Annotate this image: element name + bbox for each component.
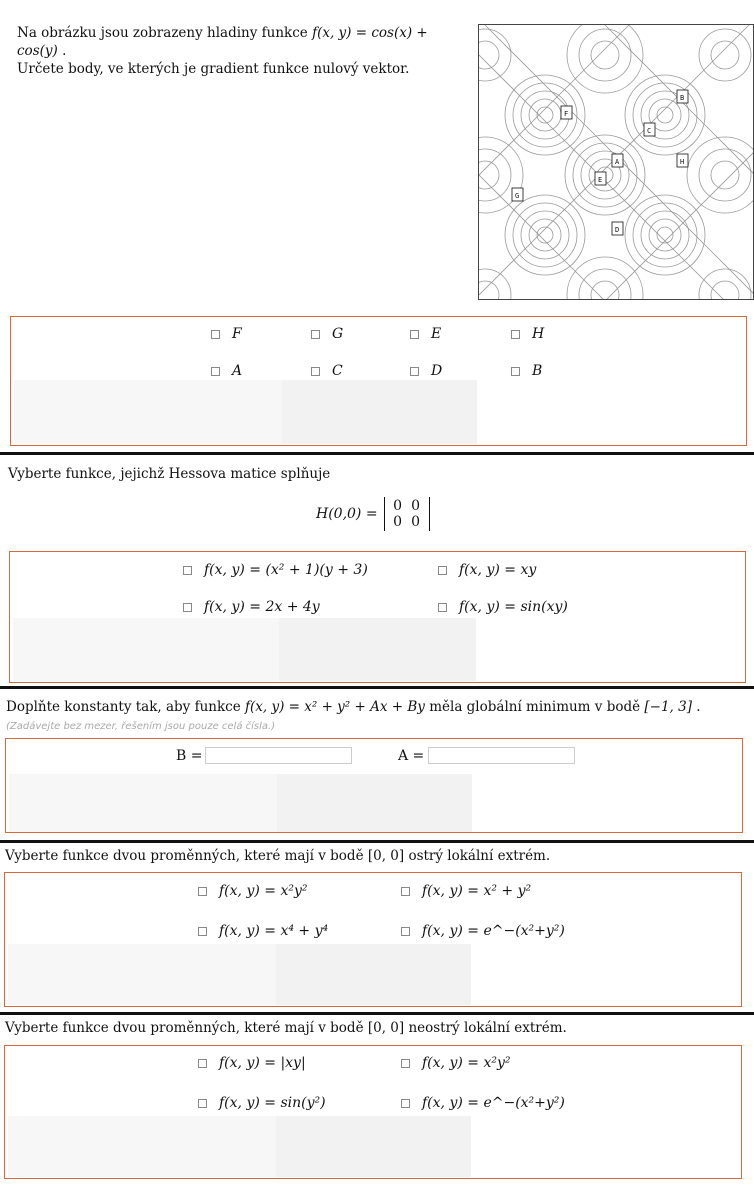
question-2-answers: [9, 551, 746, 683]
field-b-label: B =: [176, 748, 203, 764]
option-strict-1[interactable]: f(x, y) = x²y²: [198, 883, 307, 899]
checkbox[interactable]: [183, 603, 192, 612]
divider: [0, 686, 754, 689]
checkbox[interactable]: [401, 927, 410, 936]
matrix: 0 0 0 0: [384, 497, 430, 531]
option-e[interactable]: E: [410, 326, 441, 342]
checkbox[interactable]: [198, 887, 207, 896]
field-a-label: A =: [398, 748, 425, 764]
checkbox[interactable]: [183, 566, 192, 575]
figure-label-a: [612, 154, 623, 167]
question-3-text: Doplňte konstanty tak, aby funkce f(x, y) = x² + y² + Ax + By měla globální minimum v bodě [−1, 3] . (Zadávejte bez mezer, řešením jsou pouze celá čísla.): [6, 699, 701, 732]
divider: [0, 452, 754, 455]
checkbox[interactable]: [410, 330, 419, 339]
question-1-text: Na obrázku jsou zobrazeny hladiny funkce f(x, y) = cos(x) + cos(y) . Určete body, ve kterých je gradient funkce nulový vektor.: [17, 25, 428, 77]
checkbox[interactable]: [198, 1059, 207, 1068]
option-nonstrict-3[interactable]: f(x, y) = sin(y²): [198, 1095, 326, 1111]
option-nonstrict-1[interactable]: f(x, y) = |xy|: [198, 1055, 306, 1071]
figure-label-b: [677, 90, 688, 103]
function-formula: f(x, y) = cos(x) + cos(y): [17, 25, 428, 59]
checkbox[interactable]: [311, 367, 320, 376]
option-hessian-1[interactable]: f(x, y) = (x² + 1)(y + 3): [183, 562, 368, 578]
checkbox[interactable]: [438, 603, 447, 612]
svg-text:A: A: [615, 158, 620, 166]
question-1-answers: [10, 316, 747, 446]
svg-text:H: H: [680, 158, 685, 166]
checkbox[interactable]: [401, 1099, 410, 1108]
option-nonstrict-2[interactable]: f(x, y) = x²y²: [401, 1055, 510, 1071]
option-c[interactable]: C: [311, 363, 343, 379]
option-b[interactable]: B: [511, 363, 542, 379]
checkbox[interactable]: [401, 887, 410, 896]
question-4-text: Vyberte funkce dvou proměnných, které mají v bodě [0, 0] ostrý lokální extrém.: [5, 848, 551, 864]
checkbox[interactable]: [438, 566, 447, 575]
figure-label-d: [612, 222, 623, 235]
figure-label-f: [561, 106, 572, 119]
option-d[interactable]: D: [410, 363, 442, 379]
figure-label-h: [677, 154, 688, 167]
checkbox[interactable]: [211, 330, 220, 339]
hessian-equation: H(0,0) = 0 0 0 0: [316, 497, 430, 531]
checkbox[interactable]: [410, 367, 419, 376]
input-hint: (Zadávejte bez mezer, řešením jsou pouze celá čísla.): [6, 721, 276, 732]
divider: [0, 1012, 754, 1015]
option-hessian-2[interactable]: f(x, y) = xy: [438, 562, 536, 578]
svg-text:C: C: [647, 127, 652, 135]
question-4-answers: [4, 872, 742, 1007]
question-5-answers: [4, 1045, 742, 1179]
option-g[interactable]: G: [311, 326, 343, 342]
checkbox[interactable]: [511, 367, 520, 376]
option-a[interactable]: A: [211, 363, 242, 379]
checkbox[interactable]: [511, 330, 520, 339]
svg-text:B: B: [680, 94, 685, 102]
checkbox[interactable]: [401, 1059, 410, 1068]
svg-text:D: D: [615, 226, 620, 234]
checkbox[interactable]: [198, 927, 207, 936]
svg-text:F: F: [564, 110, 569, 118]
contour-svg: [479, 25, 754, 300]
option-hessian-3[interactable]: f(x, y) = 2x + 4y: [183, 599, 320, 615]
option-h[interactable]: H: [511, 326, 544, 342]
option-strict-4[interactable]: f(x, y) = e^−(x²+y²): [401, 923, 565, 939]
divider: [0, 840, 754, 843]
option-hessian-4[interactable]: f(x, y) = sin(xy): [438, 599, 568, 615]
question-5-text: Vyberte funkce dvou proměnných, které mají v bodě [0, 0] neostrý lokální extrém.: [5, 1020, 567, 1036]
constant-b-input[interactable]: [205, 747, 352, 764]
checkbox[interactable]: [198, 1099, 207, 1108]
checkbox[interactable]: [211, 367, 220, 376]
figure-label-g: [512, 188, 523, 201]
svg-text:E: E: [598, 176, 603, 184]
option-nonstrict-4[interactable]: f(x, y) = e^−(x²+y²): [401, 1095, 565, 1111]
option-strict-2[interactable]: f(x, y) = x² + y²: [401, 883, 531, 899]
svg-text:G: G: [515, 192, 520, 200]
question-3-answers: [5, 738, 743, 833]
figure-label-e: [595, 172, 606, 185]
contour-plot: [478, 24, 754, 300]
option-strict-3[interactable]: f(x, y) = x⁴ + y⁴: [198, 923, 328, 939]
option-f[interactable]: F: [211, 326, 242, 342]
figure-label-c: [644, 123, 655, 136]
checkbox[interactable]: [311, 330, 320, 339]
question-2-text: Vyberte funkce, jejichž Hessova matice splňuje: [8, 466, 331, 482]
constant-a-input[interactable]: [428, 747, 575, 764]
